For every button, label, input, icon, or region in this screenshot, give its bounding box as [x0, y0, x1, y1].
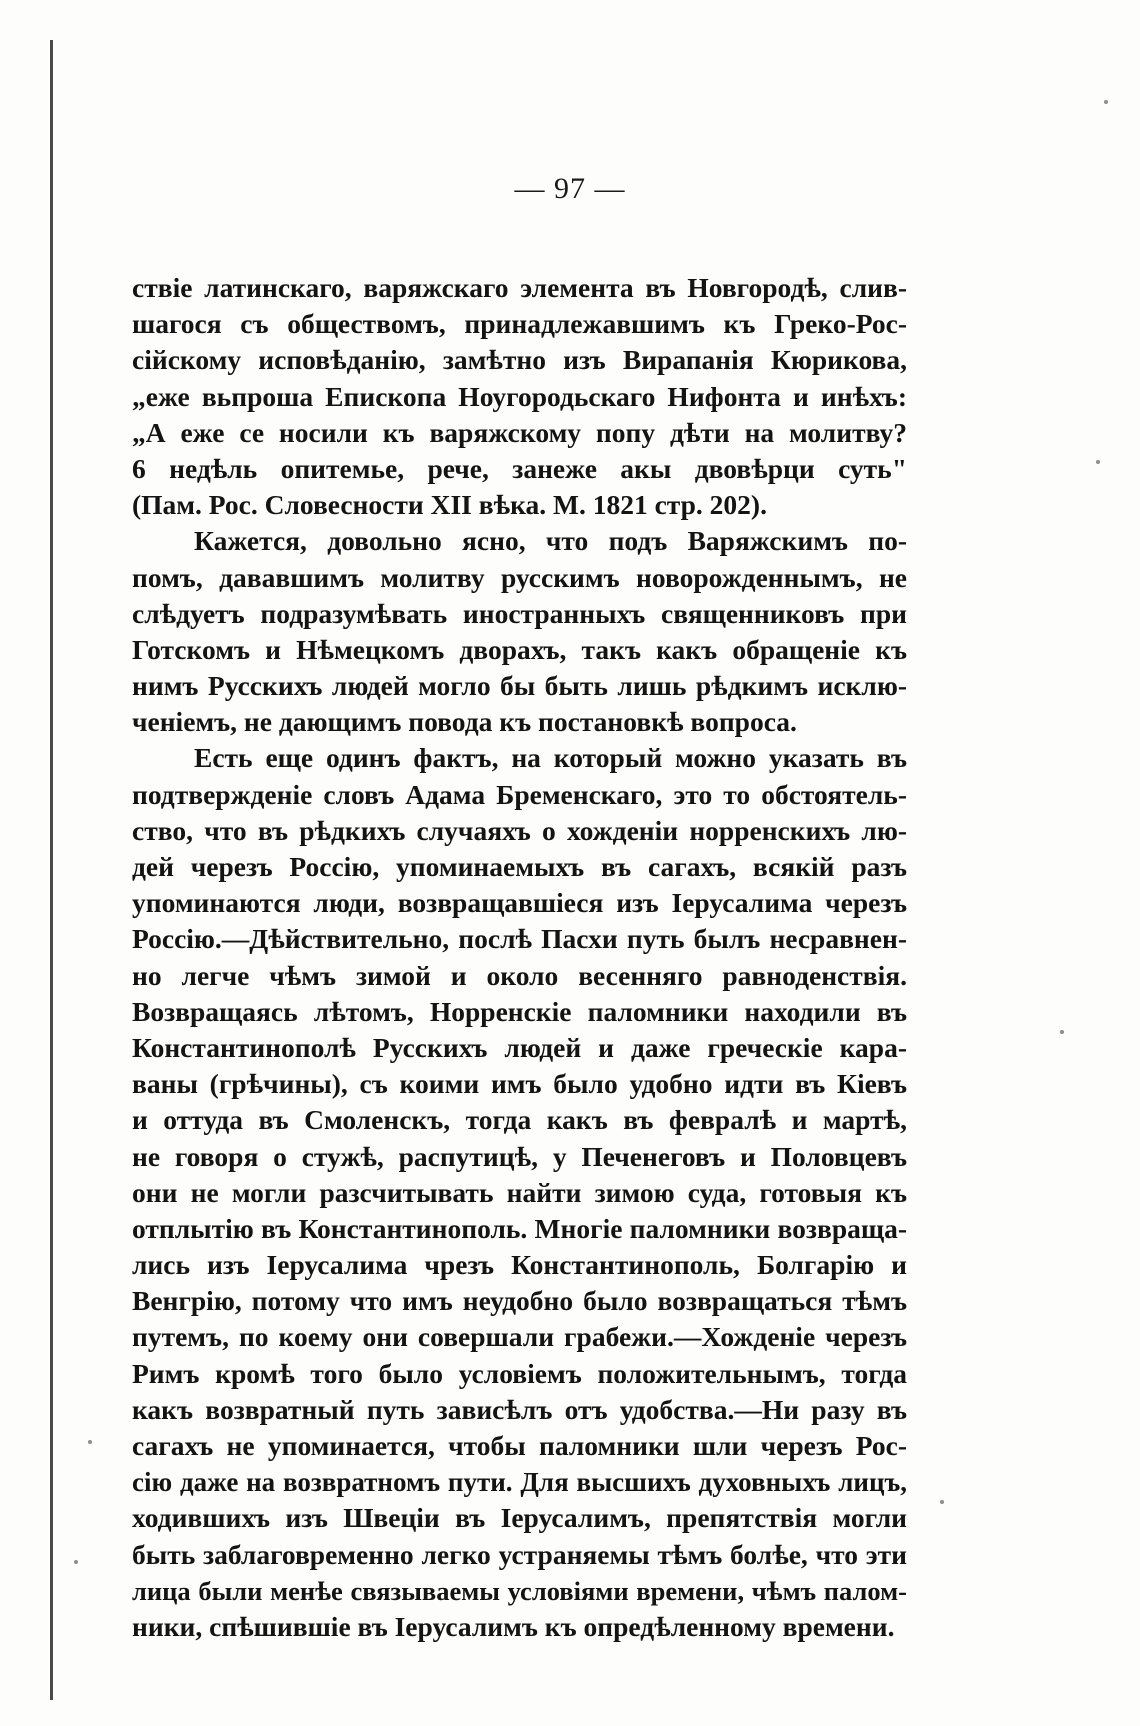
- text-line: лица были менѣе связываемы условіями времени, чѣмъ палом-: [132, 1575, 907, 1606]
- text-line: и оттуда въ Смоленскъ, тогда какъ въ февралѣ и мартѣ,: [132, 1104, 907, 1136]
- text-line: шагося съ обществомъ, принадлежавшимъ къ Греко-Рос-: [132, 308, 907, 340]
- text-line: 6 недѣль опитемье, рече, занеже акы двовѣрци суть": [132, 452, 907, 484]
- text-line: Римъ кромѣ того было условіемъ положительнымъ, тогда: [132, 1357, 907, 1389]
- text-line: путемъ, по коему они совершали грабежи.—Хожденіе черезъ: [132, 1321, 907, 1353]
- text-line: подтвержденіе словъ Адама Бременскаго, это то обстоятель-: [132, 778, 907, 810]
- text-line: дей черезъ Россію, упоминаемыхъ въ сагахъ, всякій разъ: [132, 851, 907, 882]
- page-edge-shadow: [50, 40, 53, 1700]
- text-line: какъ возвратный путь зависѣлъ отъ удобства.—Ни разу въ: [132, 1393, 907, 1425]
- text-line: ство, что въ рѣдкихъ случаяхъ о хожденіи норренскихъ лю-: [132, 814, 907, 846]
- scan-speck: [1060, 1030, 1064, 1034]
- text-line: помъ, дававшимъ молитву русскимъ новорожденнымъ, не: [132, 561, 907, 593]
- text-line: упоминаются люди, возвращавшіеся изъ Іерусалима черезъ: [132, 887, 907, 919]
- text-line: Россію.—Дѣйствительно, послѣ Пасхи путь былъ несравнен-: [132, 923, 907, 955]
- text-line: Константинополѣ Русскихъ людей и даже греческіе кара-: [132, 1031, 907, 1063]
- text-line: сагахъ не упоминается, чтобы паломники шли черезъ Рос-: [132, 1430, 907, 1461]
- text-line: (Пам. Рос. Словесности XII вѣка. М. 1821 стр. 202).: [132, 489, 767, 521]
- text-line: ходившихъ изъ Швеціи въ Іерусалимъ, препятствія могли: [132, 1502, 907, 1534]
- text-line: сійскому исповѣданію, замѣтно изъ Вирапанія Кюрикова,: [132, 344, 907, 376]
- scan-speck: [88, 1440, 92, 1444]
- body-text: [132, 270, 907, 1645]
- text-line: сію даже на возвратномъ пути. Для высшихъ духовныхъ лицъ,: [132, 1467, 907, 1498]
- text-line: Венгрію, потому что имъ неудобно было возвращаться тѣмъ: [132, 1285, 907, 1317]
- text-line: они не могли разсчитывать найти зимою суда, готовыя къ: [132, 1176, 907, 1208]
- text-line: ченіемъ, не дающимъ повода къ постановкѣ вопроса.: [132, 706, 797, 738]
- text-line: лись изъ Іерусалима чрезъ Константинополь, Болгарію и: [132, 1249, 907, 1281]
- page-number: — 97 —: [514, 172, 626, 205]
- text-line: „еже вьпроша Епископа Ноугородьскаго Нифонта и инѣхъ:: [132, 380, 907, 412]
- text-line: отплытію въ Константинополь. Многіе паломники возвраща-: [132, 1212, 907, 1244]
- text-line: ники, спѣшившіе въ Іерусалимъ къ опредѣленному времени.: [132, 1610, 895, 1642]
- text-line: Кажется, довольно ясно, что подъ Варяжскимъ по-: [194, 525, 907, 557]
- text-line: „А еже се носили къ варяжскому попу дѣти на молитву?: [132, 416, 907, 448]
- text-line: ствіе латинскаго, варяжскаго элемента въ Новгородѣ, слив-: [132, 272, 907, 303]
- text-line: не говоря о стужѣ, распутицѣ, у Печенеговъ и Половцевъ: [132, 1140, 907, 1172]
- scan-speck: [1104, 100, 1108, 104]
- scan-speck: [1096, 460, 1100, 464]
- text-line: быть заблаговременно легко устраняемы тѣмъ болѣе, что эти: [132, 1538, 907, 1570]
- text-line: Есть еще одинъ фактъ, на который можно указать въ: [194, 742, 907, 774]
- text-line: слѣдуетъ подразумѣвать иностранныхъ священниковъ при: [132, 597, 907, 629]
- text-line: Готскомъ и Нѣмецкомъ дворахъ, такъ какъ обращеніе къ: [132, 633, 907, 665]
- scan-speck: [940, 1500, 944, 1504]
- text-line: Возвращаясь лѣтомъ, Норренскіе паломники находили въ: [132, 995, 907, 1027]
- scan-speck: [74, 1560, 78, 1564]
- text-line: ваны (грѣчины), съ коими имъ было удобно идти въ Кіевъ: [132, 1068, 907, 1100]
- text-line: нимъ Русскихъ людей могло бы быть лишь рѣдкимъ исклю-: [132, 670, 907, 702]
- text-line: но легче чѣмъ зимой и около весенняго равноденствія.: [132, 959, 907, 991]
